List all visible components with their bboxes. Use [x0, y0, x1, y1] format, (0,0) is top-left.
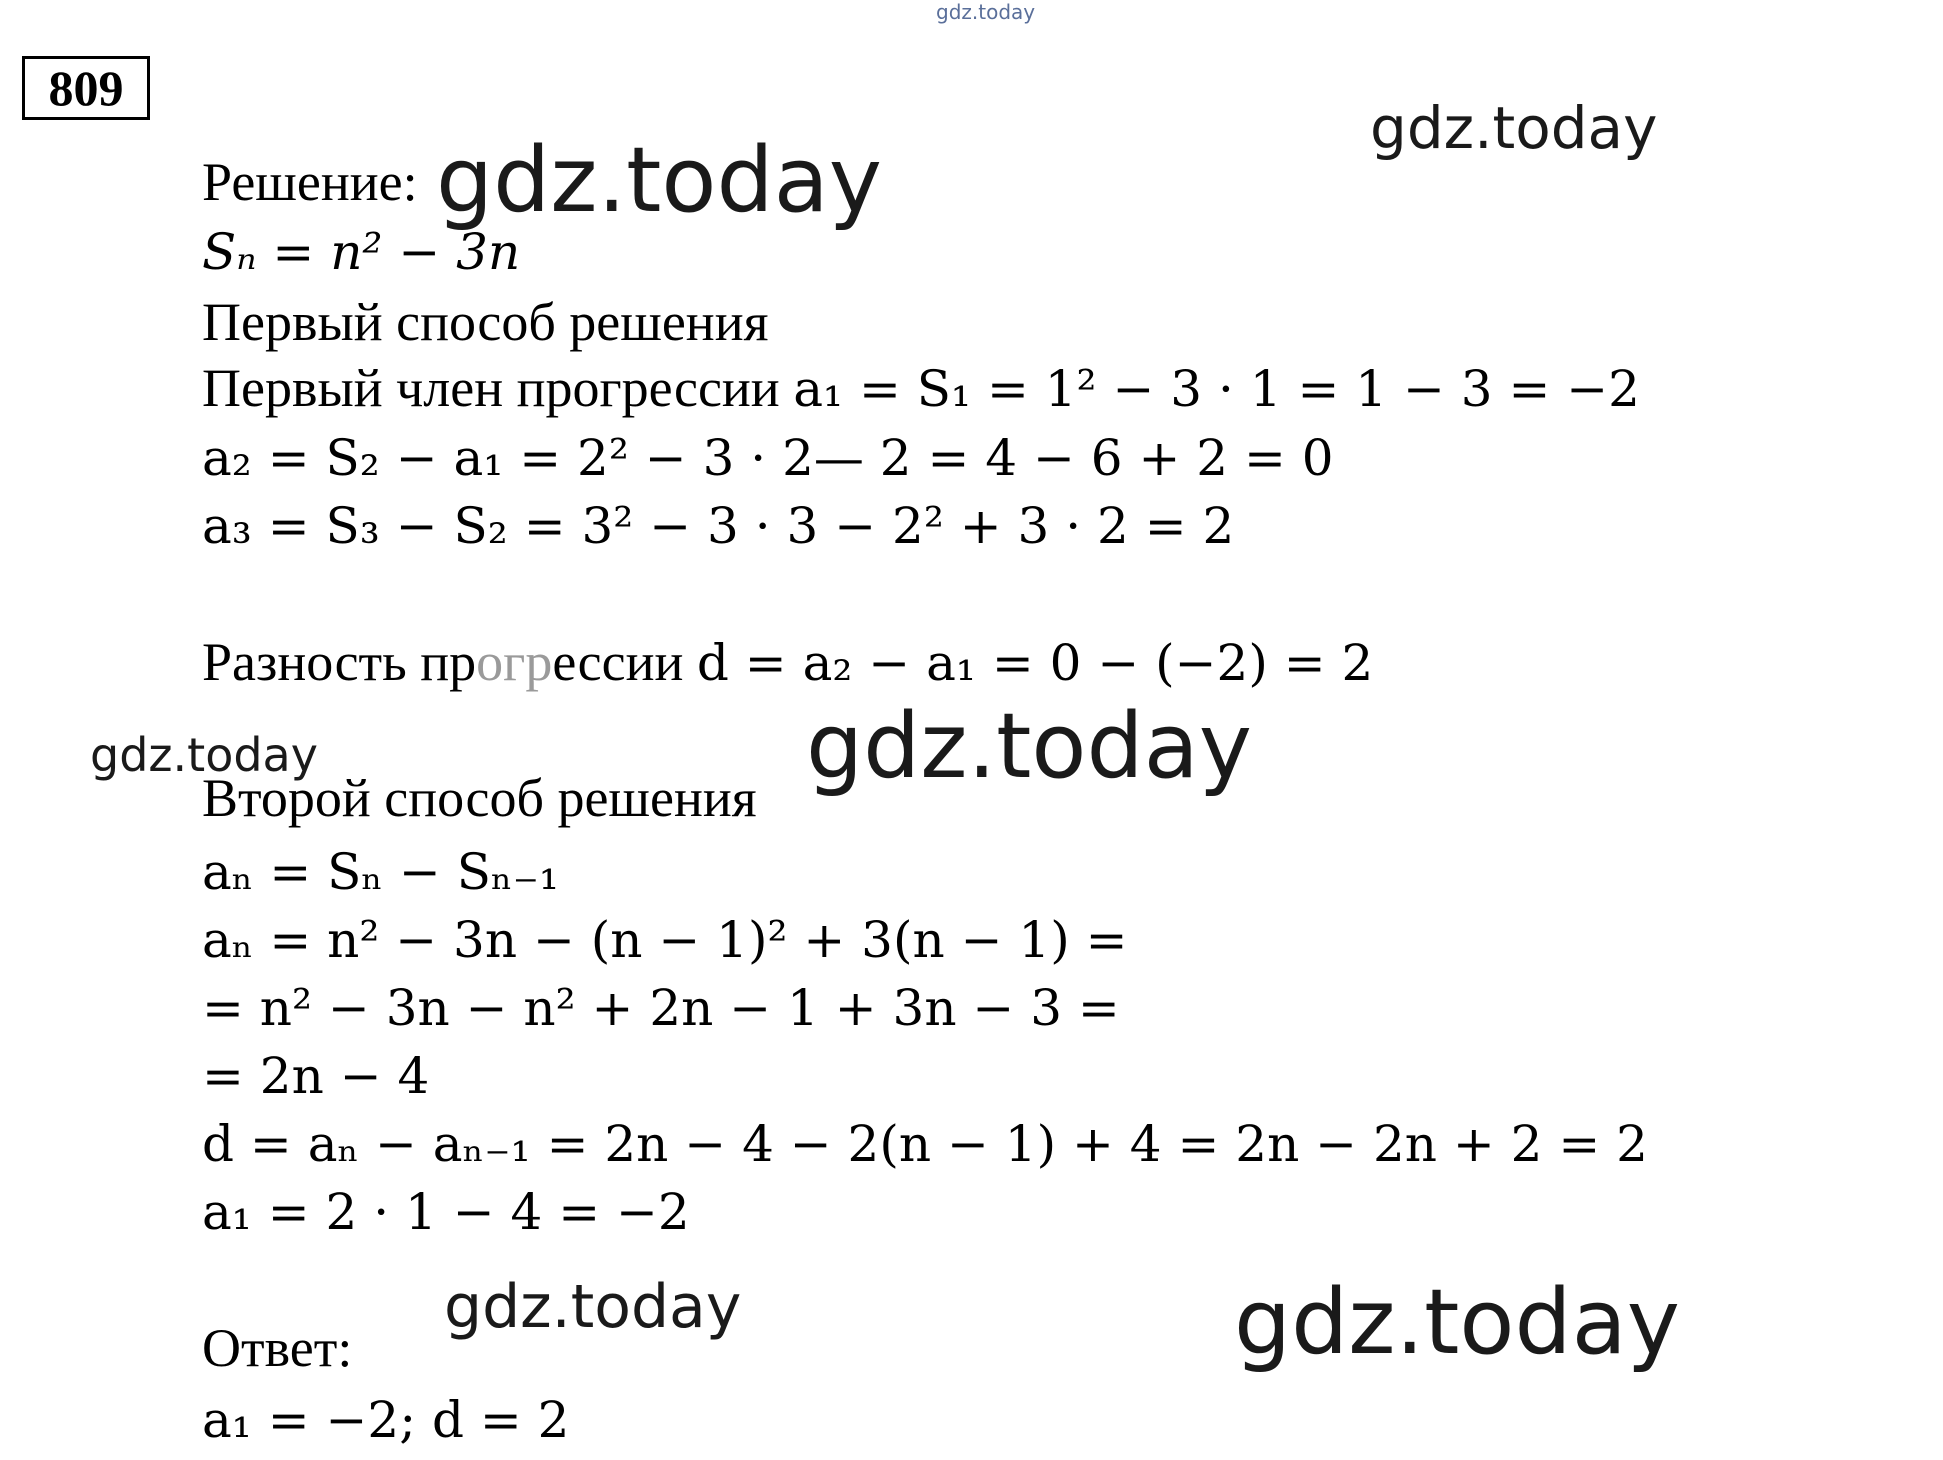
- difference-text-c: ессии: [552, 632, 697, 692]
- difference-line: [202, 632, 1373, 693]
- watermark-5: gdz.today: [444, 1272, 742, 1342]
- third-term-line: a₃ = S₃ − S₂ = 3² − 3 · 3 − 2² + 3 · 2 = 2: [202, 497, 1235, 555]
- method-two-heading: Второй способ решения: [202, 768, 757, 828]
- difference-derivation: d = aₙ − aₙ₋₁ = 2n − 4 − 2(n − 1) + 4 = 2n − 2n + 2 = 2: [202, 1115, 1648, 1173]
- problem-number: 809: [22, 56, 150, 120]
- first-term-math: a₁ = S₁ = 1² − 3 · 1 = 1 − 3 = −2: [793, 360, 1640, 418]
- solution-heading: Решение:: [202, 152, 418, 212]
- first-term-check: a₁ = 2 · 1 − 4 = −2: [202, 1183, 690, 1241]
- difference-math: d = a₂ − a₁ = 0 − (−2) = 2: [696, 634, 1374, 692]
- first-term-text: Первый член прогрессии: [202, 358, 794, 418]
- difference-text-b: огр: [476, 632, 553, 692]
- watermark-4: gdz.today: [806, 694, 1253, 799]
- watermark-1: gdz.today: [1370, 94, 1658, 162]
- nth-term-simplify: = n² − 3n − n² + 2n − 1 + 3n − 3 =: [202, 979, 1120, 1037]
- method-one-heading: Первый способ решения: [202, 292, 769, 352]
- formula-sum: Sₙ = n² − 3n: [202, 223, 521, 281]
- second-term-line: a₂ = S₂ − a₁ = 2² − 3 · 2— 2 = 4 − 6 + 2 = 0: [202, 429, 1334, 487]
- answer-value: a₁ = −2; d = 2: [202, 1391, 570, 1449]
- nth-term-formula: aₙ = Sₙ − Sₙ₋₁: [202, 843, 560, 901]
- watermark-top: gdz.today: [936, 0, 1036, 24]
- answer-heading: Ответ:: [202, 1318, 353, 1378]
- first-term-line: [202, 358, 1640, 419]
- watermark-2: gdz.today: [436, 128, 883, 233]
- nth-term-expansion: aₙ = n² − 3n − (n − 1)² + 3(n − 1) =: [202, 911, 1128, 969]
- nth-term-result: = 2n − 4: [202, 1047, 430, 1105]
- watermark-3: gdz.today: [90, 728, 318, 782]
- watermark-6: gdz.today: [1234, 1270, 1681, 1375]
- difference-text-a: Разность пр: [202, 632, 477, 692]
